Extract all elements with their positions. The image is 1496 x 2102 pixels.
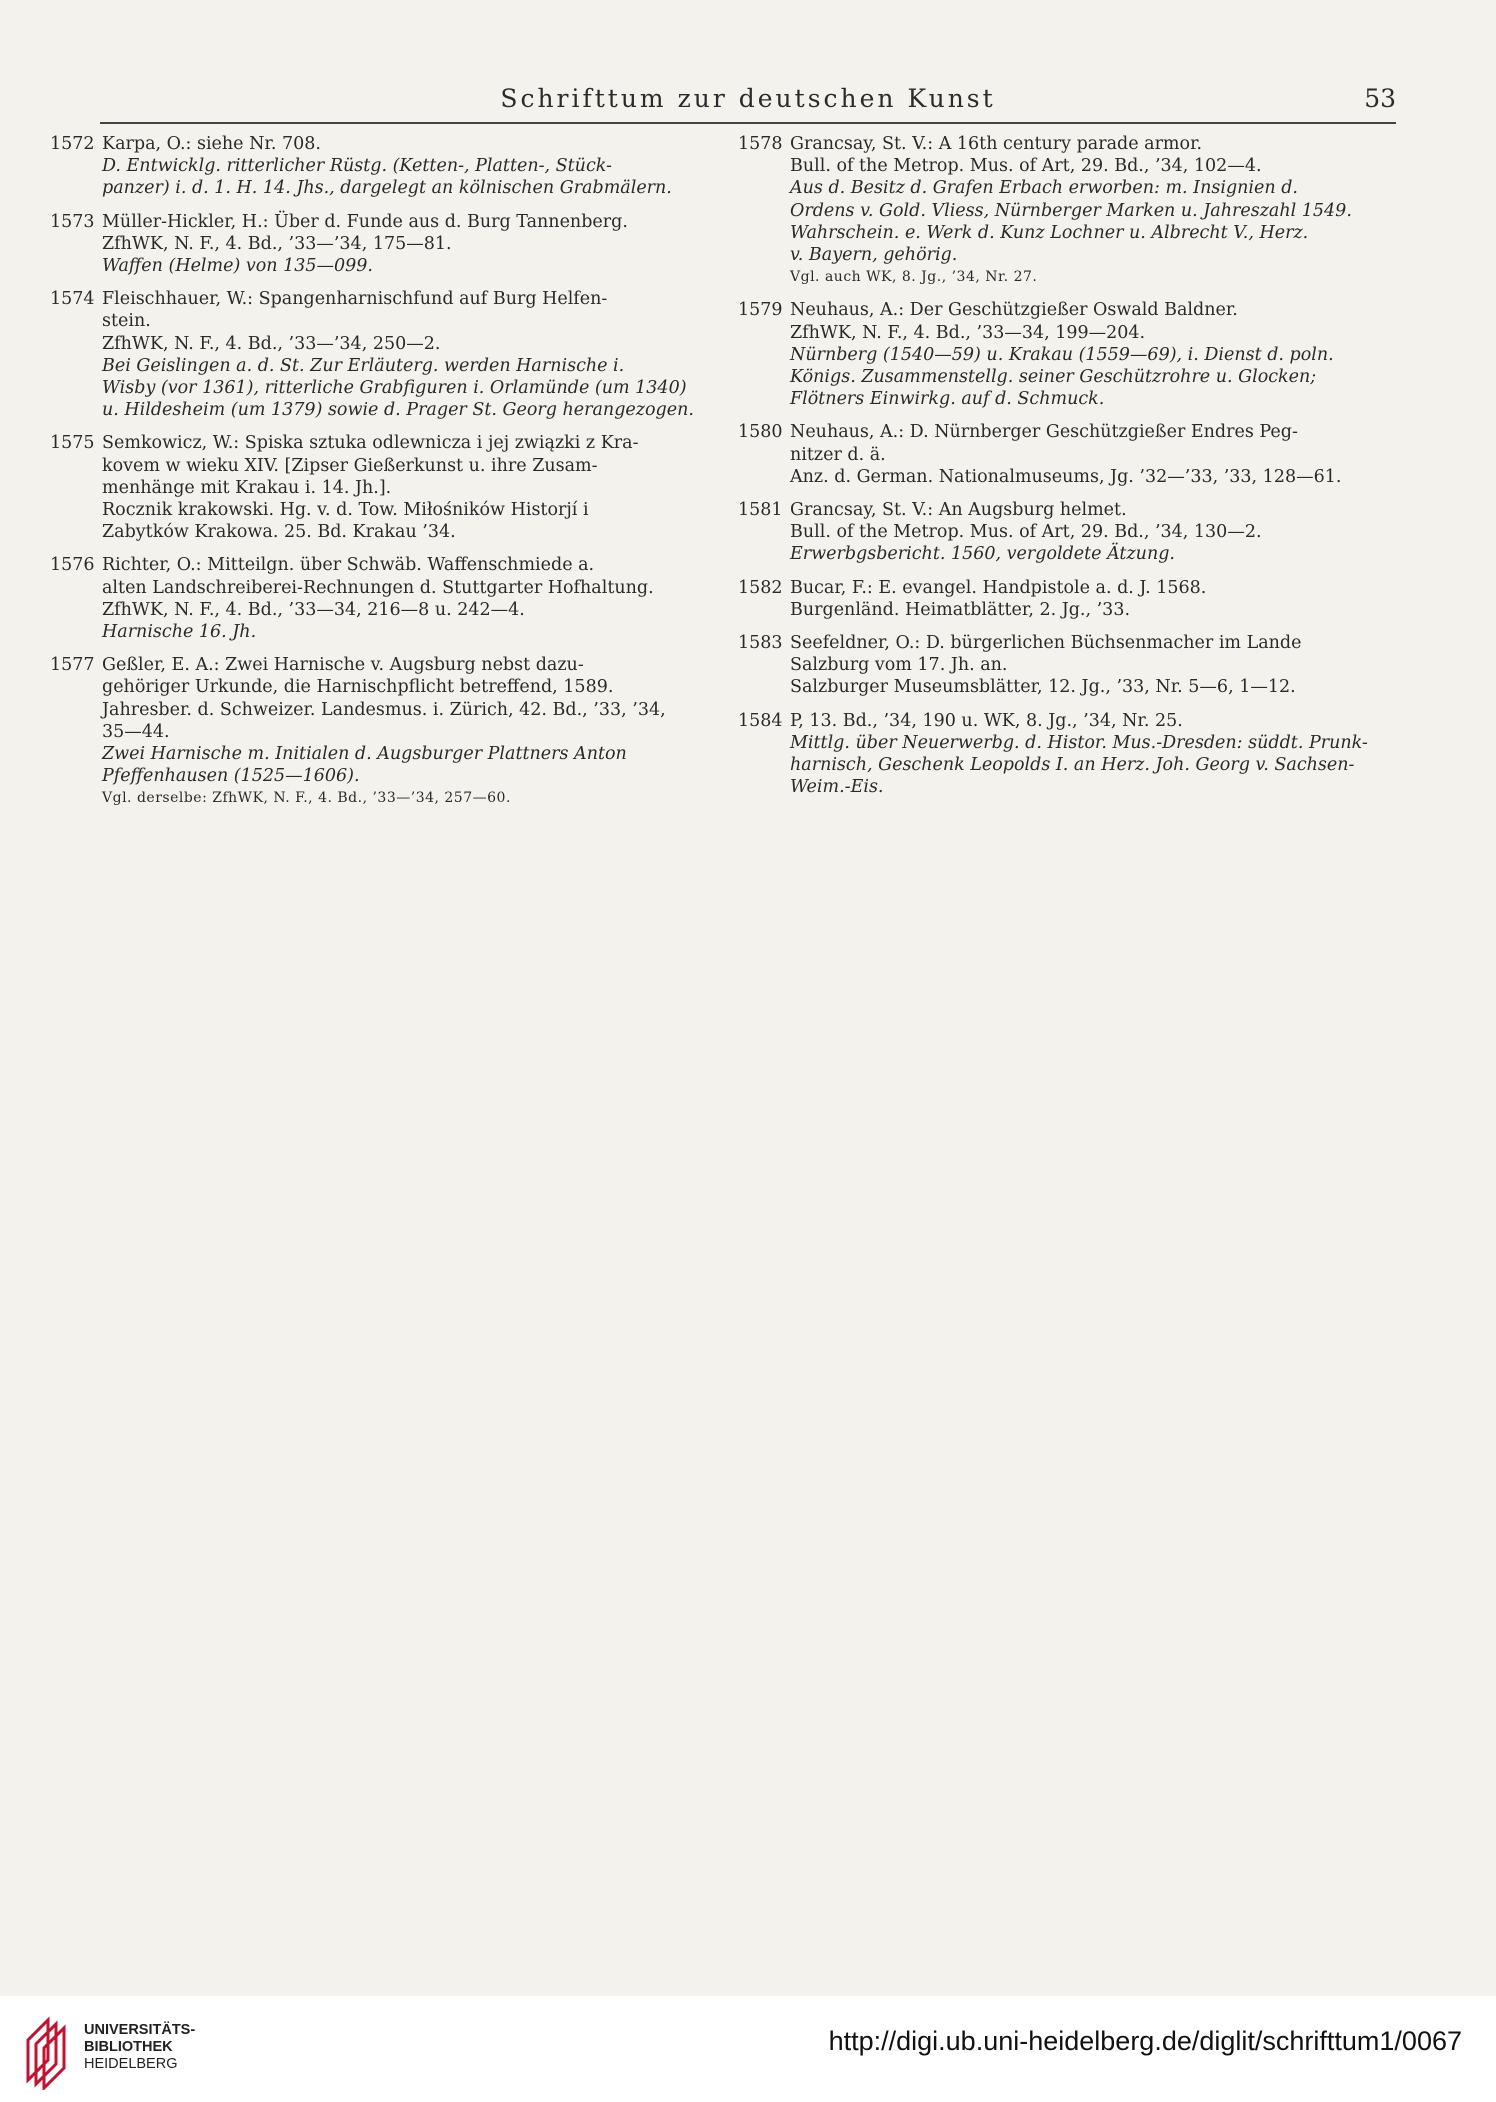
entry-number: 1572 (50, 134, 95, 154)
entry-citation: Bucar, F.: E. evangel. Handpistole a. d. J. 1568. (790, 577, 1207, 598)
entry-annotation: harnisch, Geschenk Leopolds I. an Herz. Joh. Georg v. Sachsen- (790, 755, 1355, 776)
entry-body (102, 432, 710, 543)
entry-citation: Neuhaus, A.: D. Nürnberger Geschützgießer Endres Peg- (790, 422, 1298, 443)
entry-annotation: Mittlg. über Neuerwerbg. d. Histor. Mus.-Dresden: süddt. Prunk- (790, 732, 1368, 753)
entry-citation: Salzburger Museumsblätter, 12. Jg., ’33, Nr. 5—6, 1—12. (790, 677, 1296, 698)
bibliography-entry (738, 710, 1408, 799)
entry-body (790, 632, 1408, 699)
page-number: 53 (1364, 84, 1396, 113)
entry-citation: Bull. of the Metrop. Mus. of Art, 29. Bd., ’34, 102—4. (790, 156, 1262, 177)
bibliography-entry (738, 499, 1408, 566)
entry-citation: Zabytków Krakowa. 25. Bd. Krakau ’34. (102, 522, 456, 543)
entry-annotation: Flötners Einwirkg. auf d. Schmuck. (790, 389, 1105, 410)
entry-citation: ZfhWK, N. F., 4. Bd., ’33—’34, 175—81. (102, 233, 452, 254)
entry-citation: alten Landschreiberei-Rechnungen d. Stuttgarter Hofhaltung. (102, 577, 654, 598)
entry-annotation: D. Entwicklg. ritterlicher Rüstg. (Ketten-, Platten-, Stück- (102, 156, 612, 177)
entry-number: 1576 (50, 555, 95, 576)
library-line-3: HEIDELBERG (84, 2056, 178, 2072)
entry-body (102, 654, 710, 809)
entry-citation: nitzer d. ä. (790, 444, 886, 465)
bibliography-entry (50, 211, 710, 278)
entry-citation: Karpa, O.: siehe Nr. 708. (102, 134, 321, 154)
entry-annotation: Harnische 16. Jh. (102, 622, 257, 643)
entry-annotation: Aus d. Besitz d. Grafen Erbach erworben: m. Insignien d. (790, 178, 1298, 199)
entry-body (790, 577, 1408, 621)
bibliography-entry (738, 577, 1408, 621)
entry-annotation: Pfeffenhausen (1525—1606). (102, 766, 360, 787)
entry-annotation: Bei Geislingen a. d. St. Zur Erläuterg. werden Harnische i. (102, 355, 625, 376)
entry-citation: ZfhWK, N. F., 4. Bd., ’33—34, 216—8 u. 242—4. (102, 599, 525, 620)
entry-citation: Grancsay, St. V.: A 16th century parade armor. (790, 134, 1203, 154)
entry-citation: 35—44. (102, 721, 170, 742)
ub-heidelberg-logo-icon (18, 2010, 74, 2090)
entry-citation: Anz. d. German. Nationalmuseums, Jg. ’32—’33, ’33, 128—61. (790, 466, 1342, 487)
entry-citation: Neuhaus, A.: Der Geschützgießer Oswald Baldner. (790, 300, 1238, 321)
permalink-url[interactable]: http://digi.ub.uni-heidelberg.de/diglit/schrifttum1/0067 (828, 2026, 1462, 2056)
entry-annotation: Wisby (vor 1361), ritterliche Grabfiguren i. Orlamünde (um 1340) (102, 378, 687, 399)
entry-body (790, 710, 1408, 799)
entry-number: 1574 (50, 289, 95, 310)
entry-number: 1584 (738, 710, 783, 731)
entry-body (790, 421, 1408, 488)
entry-citation: stein. (102, 311, 151, 332)
entry-annotation: Weim.-Eis. (790, 777, 884, 798)
entry-number: 1583 (738, 633, 783, 654)
bibliography-entry (50, 654, 710, 809)
entry-number: 1578 (738, 134, 783, 154)
entry-annotation: Ordens v. Gold. Vliess, Nürnberger Marken u. Jahreszahl 1549. (790, 200, 1352, 221)
bibliography-entry (738, 299, 1408, 410)
running-header (100, 80, 1396, 120)
entry-body (102, 288, 710, 421)
footer-bar (0, 1996, 1496, 2102)
bibliography-entry (738, 421, 1408, 488)
entry-number: 1579 (738, 300, 783, 321)
entry-citation: Semkowicz, W.: Spiska sztuka odlewnicza i jej związki z Kra- (102, 433, 639, 454)
entry-annotation: Nürnberg (1540—59) u. Krakau (1559—69), i. Dienst d. poln. (790, 344, 1334, 365)
bibliography-entry (50, 133, 710, 200)
right-column (738, 133, 1408, 809)
entry-citation: Geßler, E. A.: Zwei Harnische v. Augsburg nebst dazu- (102, 655, 584, 676)
entry-body (102, 133, 710, 200)
entry-body (790, 299, 1408, 410)
entry-citation: gehöriger Urkunde, die Harnischpflicht betreffend, 1589. (102, 677, 614, 698)
page-title: Schrifttum zur deutschen Kunst (500, 84, 996, 113)
entry-body (790, 499, 1408, 566)
library-line-1: UNIVERSITÄTS- (84, 2022, 196, 2038)
entry-number: 1573 (50, 211, 95, 232)
left-column (50, 133, 710, 821)
library-name (84, 2022, 195, 2073)
entry-annotation: v. Bayern, gehörig. (790, 245, 958, 266)
entry-citation: Richter, O.: Mitteilgn. über Schwäb. Waffenschmiede a. (102, 555, 595, 576)
entry-citation: Jahresber. d. Schweizer. Landesmus. i. Zürich, 42. Bd., ’33, ’34, (102, 699, 666, 720)
entry-number: 1577 (50, 655, 95, 676)
entry-annotation: panzer) i. d. 1. H. 14. Jhs., dargelegt an kölnischen Grabmälern. (102, 178, 672, 199)
entry-number: 1575 (50, 433, 95, 454)
entry-citation: Rocznik krakowski. Hg. v. d. Tow. Miłośników Historjí i (102, 500, 589, 521)
library-line-2: BIBLIOTHEK (84, 2039, 173, 2055)
entry-number: 1580 (738, 422, 783, 443)
entry-reference: Vgl. auch WK, 8. Jg., ’34, Nr. 27. (790, 269, 1038, 286)
entry-citation: Fleischhauer, W.: Spangenharnischfund auf Burg Helfen- (102, 289, 608, 310)
entry-citation: Müller-Hickler, H.: Über d. Funde aus d. Burg Tannenberg. (102, 211, 628, 232)
bibliography-entry (50, 432, 710, 543)
entry-citation: ZfhWK, N. F., 4. Bd., ’33—’34, 250—2. (102, 333, 441, 354)
entry-body (102, 211, 710, 278)
entry-number: 1582 (738, 577, 783, 598)
entry-citation: Grancsay, St. V.: An Augsburg helmet. (790, 500, 1127, 521)
entry-number: 1581 (738, 500, 783, 521)
entry-citation: P, 13. Bd., ’34, 190 u. WK, 8. Jg., ’34, Nr. 25. (790, 710, 1183, 731)
entry-annotation: Wahrschein. e. Werk d. Kunz Lochner u. Albrecht V., Herz. (790, 222, 1309, 243)
entry-citation: Bull. of the Metrop. Mus. of Art, 29. Bd., ’34, 130—2. (790, 522, 1262, 543)
entry-annotation: Erwerbgsbericht. 1560, vergoldete Ätzung. (790, 544, 1175, 565)
entry-annotation: u. Hildesheim (um 1379) sowie d. Prager St. Georg herangezogen. (102, 400, 694, 421)
entry-annotation: Zwei Harnische m. Initialen d. Augsburger Plattners Anton (102, 744, 627, 765)
bibliography-entry (738, 632, 1408, 699)
bibliography-entry (50, 288, 710, 421)
entry-citation: kovem w wieku XIV. [Zipser Gießerkunst u. ihre Zusam- (102, 455, 598, 476)
entry-annotation: Waffen (Helme) von 135—099. (102, 256, 373, 277)
entry-body (102, 554, 710, 643)
entry-citation: Seefeldner, O.: D. bürgerlichen Büchsenmacher im Lande (790, 633, 1302, 654)
entry-citation: Burgenländ. Heimatblätter, 2. Jg., ’33. (790, 599, 1131, 620)
entry-annotation: Königs. Zusammenstellg. seiner Geschützrohre u. Glocken; (790, 367, 1317, 388)
entry-citation: ZfhWK, N. F., 4. Bd., ’33—34, 199—204. (790, 322, 1146, 343)
entry-citation: menhänge mit Krakau i. 14. Jh.]. (102, 477, 392, 498)
bibliography-entry (50, 554, 710, 643)
entry-body (790, 133, 1408, 288)
bibliography-entry (738, 133, 1408, 288)
entry-reference: Vgl. derselbe: ZfhWK, N. F., 4. Bd., ’33—’34, 257—60. (102, 790, 511, 807)
entry-citation: Salzburg vom 17. Jh. an. (790, 655, 1008, 676)
header-rule (100, 122, 1396, 124)
